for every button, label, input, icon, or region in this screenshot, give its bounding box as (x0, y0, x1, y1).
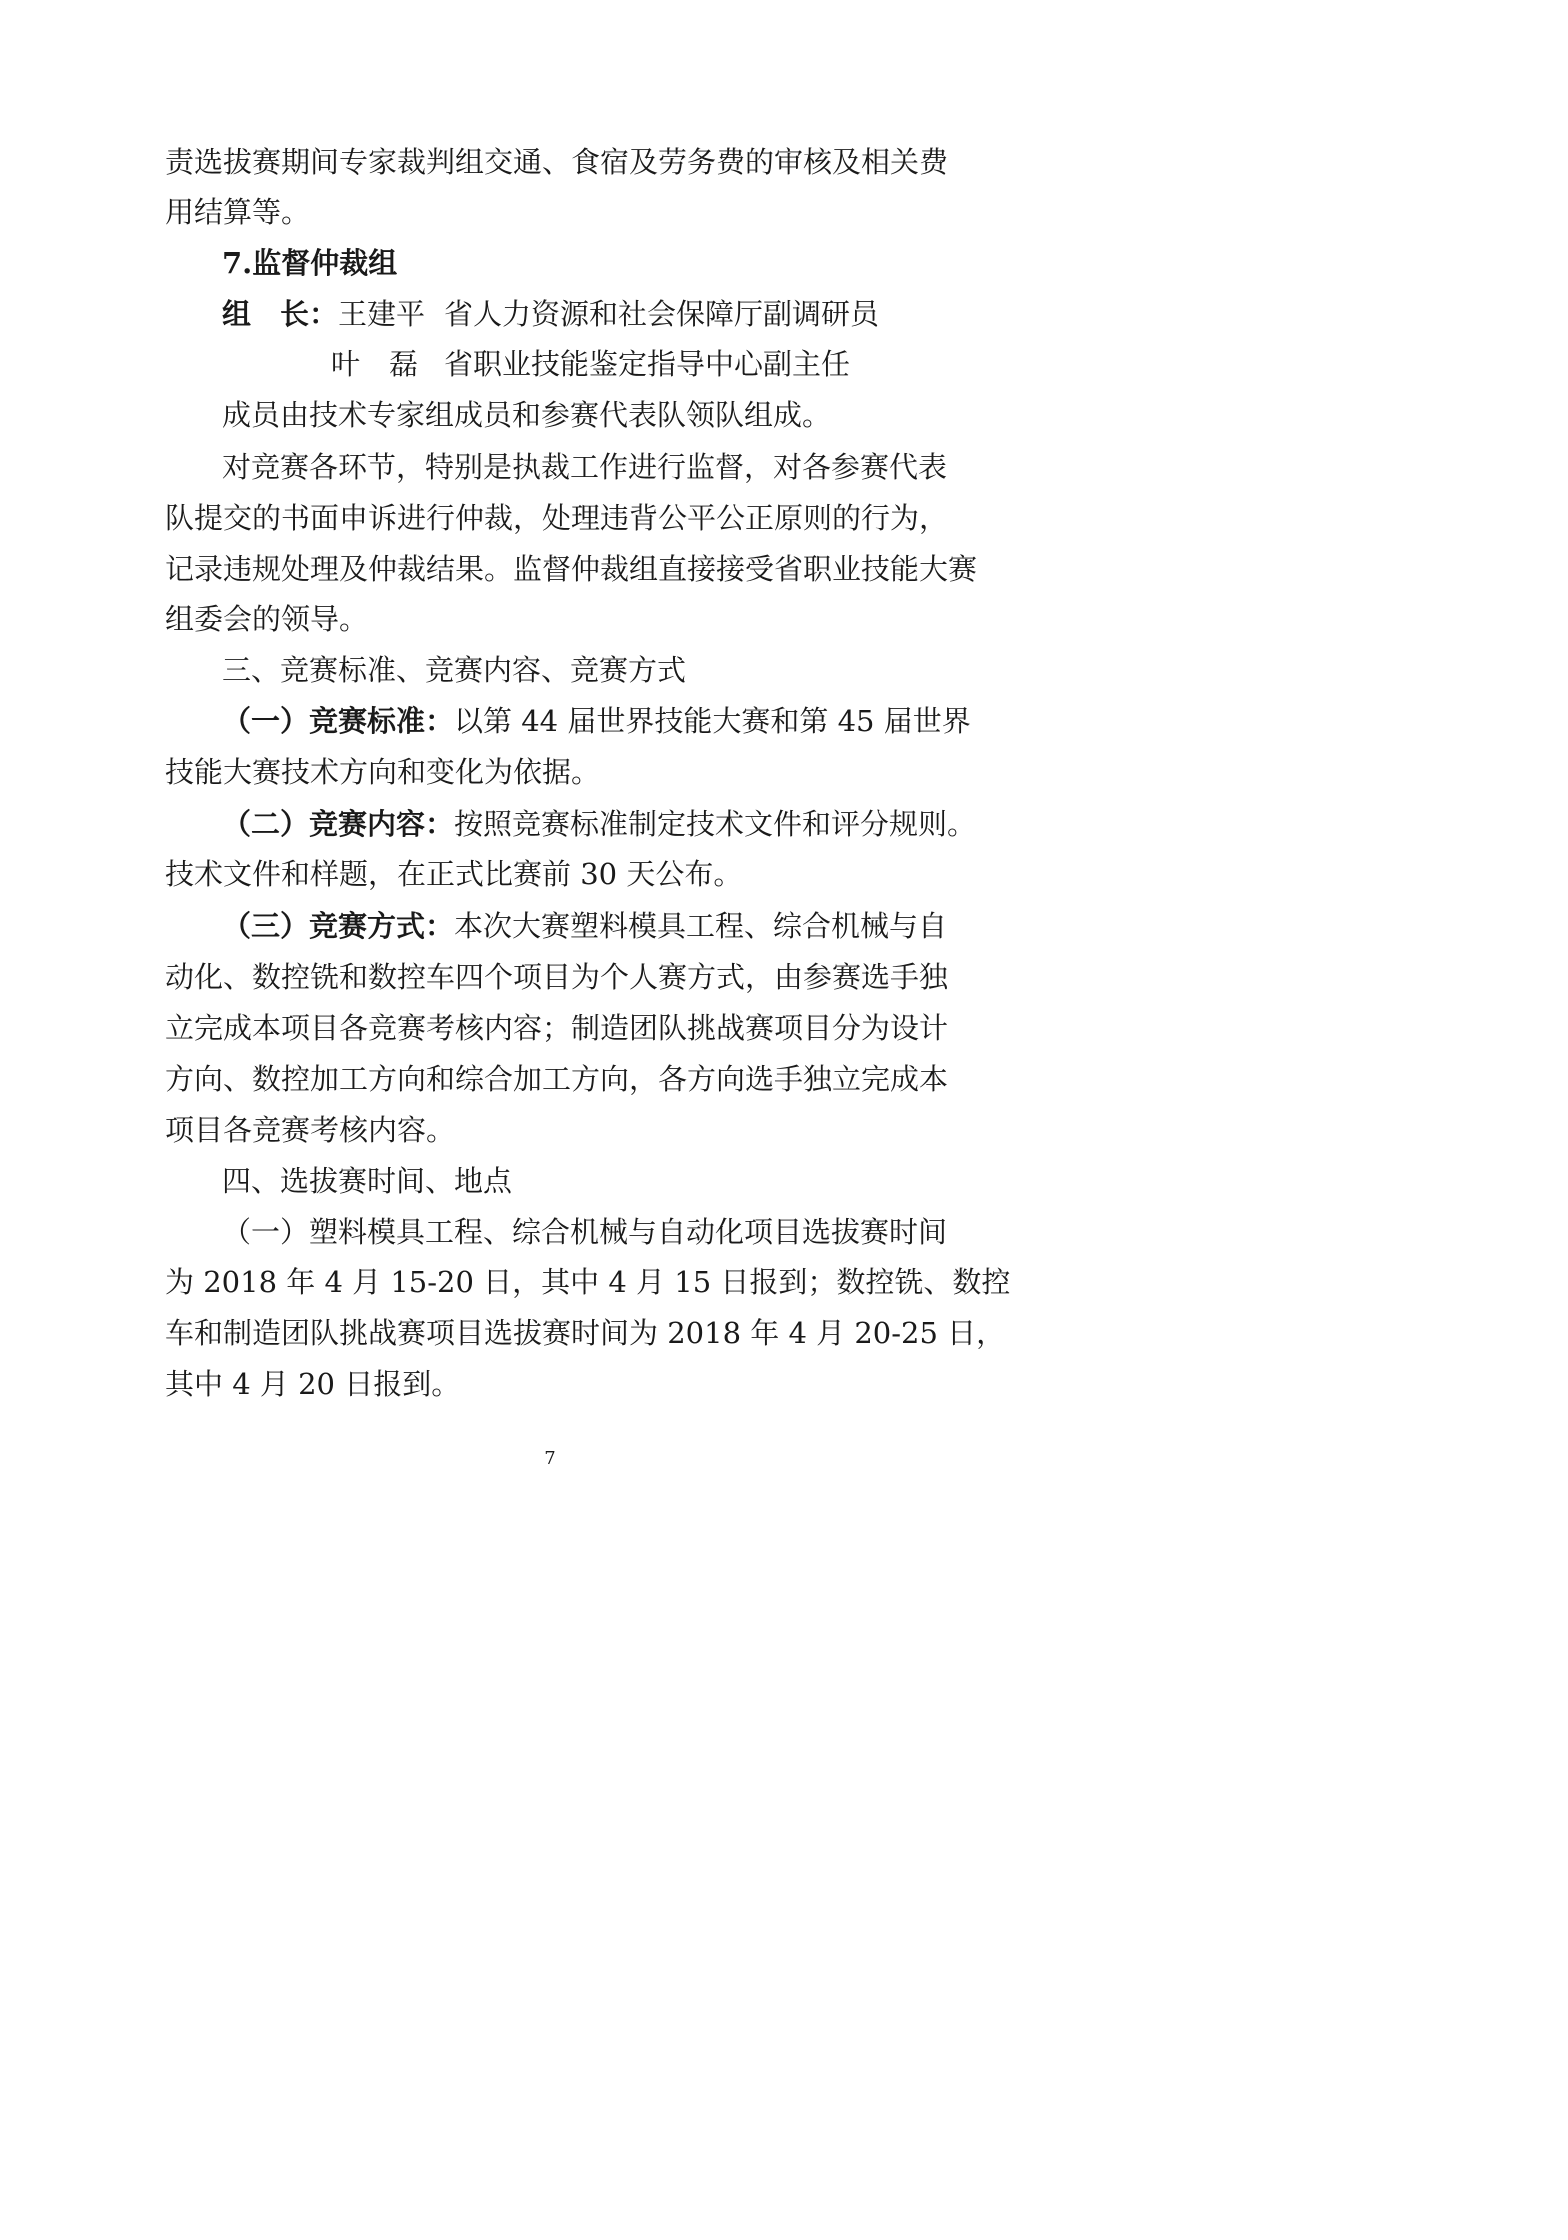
body-line (222, 806, 977, 842)
leader-name: 王建平 (338, 297, 426, 331)
body-line (222, 703, 971, 739)
leader-label: 组 长： (222, 297, 339, 331)
body-line: 方向、数控加工方向和综合加工方向，各方向选手独立完成本 (165, 1062, 949, 1096)
item-heading: （三）竞赛方式： (222, 909, 455, 943)
body-line: 为 2018 年 4 月 15-20 日，其中 4 月 15 日报到；数控铣、数控 (165, 1265, 1011, 1299)
section-heading: 三、竞赛标准、竞赛内容、竞赛方式 (222, 653, 687, 687)
page-number: 7 (544, 1448, 556, 1469)
item-heading: （一）竞赛标准： (222, 704, 455, 738)
body-line: 组委会的领导。 (165, 602, 369, 636)
item-heading: （二）竞赛内容： (222, 807, 455, 841)
body-line: 对竞赛各环节，特别是执裁工作进行监督，对各参赛代表 (222, 450, 948, 484)
item-text: 本次大赛塑料模具工程、综合机械与自 (454, 909, 948, 943)
item-text: 按照竞赛标准制定技术文件和评分规则。 (454, 807, 977, 841)
item-text: 以第 44 届世界技能大赛和第 45 届世界 (454, 704, 971, 738)
body-line: 成员由技术专家组成员和参赛代表队领队组成。 (222, 398, 832, 432)
section-heading: 四、选拔赛时间、地点 (222, 1164, 513, 1198)
leader-title: 省人力资源和社会保障厅副调研员 (444, 297, 880, 331)
body-line: 动化、数控铣和数控车四个项目为个人赛方式，由参赛选手独 (165, 960, 949, 994)
document-page (0, 0, 1100, 1568)
body-line (222, 908, 948, 944)
body-line: 项目各竞赛考核内容。 (165, 1113, 456, 1147)
body-line: （一）塑料模具工程、综合机械与自动化项目选拔赛时间 (222, 1215, 948, 1249)
section-heading: 7.监督仲裁组 (222, 246, 398, 280)
leader-name: 叶 磊 (331, 347, 419, 381)
body-line: 技能大赛技术方向和变化为依据。 (165, 755, 601, 789)
body-line: 技术文件和样题，在正式比赛前 30 天公布。 (165, 857, 743, 891)
body-line: 队提交的书面申诉进行仲裁，处理违背公平公正原则的行为， (165, 501, 949, 535)
body-line: 其中 4 月 20 日报到。 (165, 1367, 461, 1401)
leader-title: 省职业技能鉴定指导中心副主任 (444, 347, 851, 381)
leader-line (222, 296, 425, 332)
body-line: 立完成本项目各竞赛考核内容；制造团队挑战赛项目分为设计 (165, 1011, 949, 1045)
body-line: 用结算等。 (165, 195, 311, 229)
body-line: 责选拔赛期间专家裁判组交通、食宿及劳务费的审核及相关费 (165, 145, 949, 179)
body-line: 记录违规处理及仲裁结果。监督仲裁组直接接受省职业技能大赛 (165, 552, 978, 586)
body-line: 车和制造团队挑战赛项目选拔赛时间为 2018 年 4 月 20-25 日， (165, 1316, 1006, 1350)
